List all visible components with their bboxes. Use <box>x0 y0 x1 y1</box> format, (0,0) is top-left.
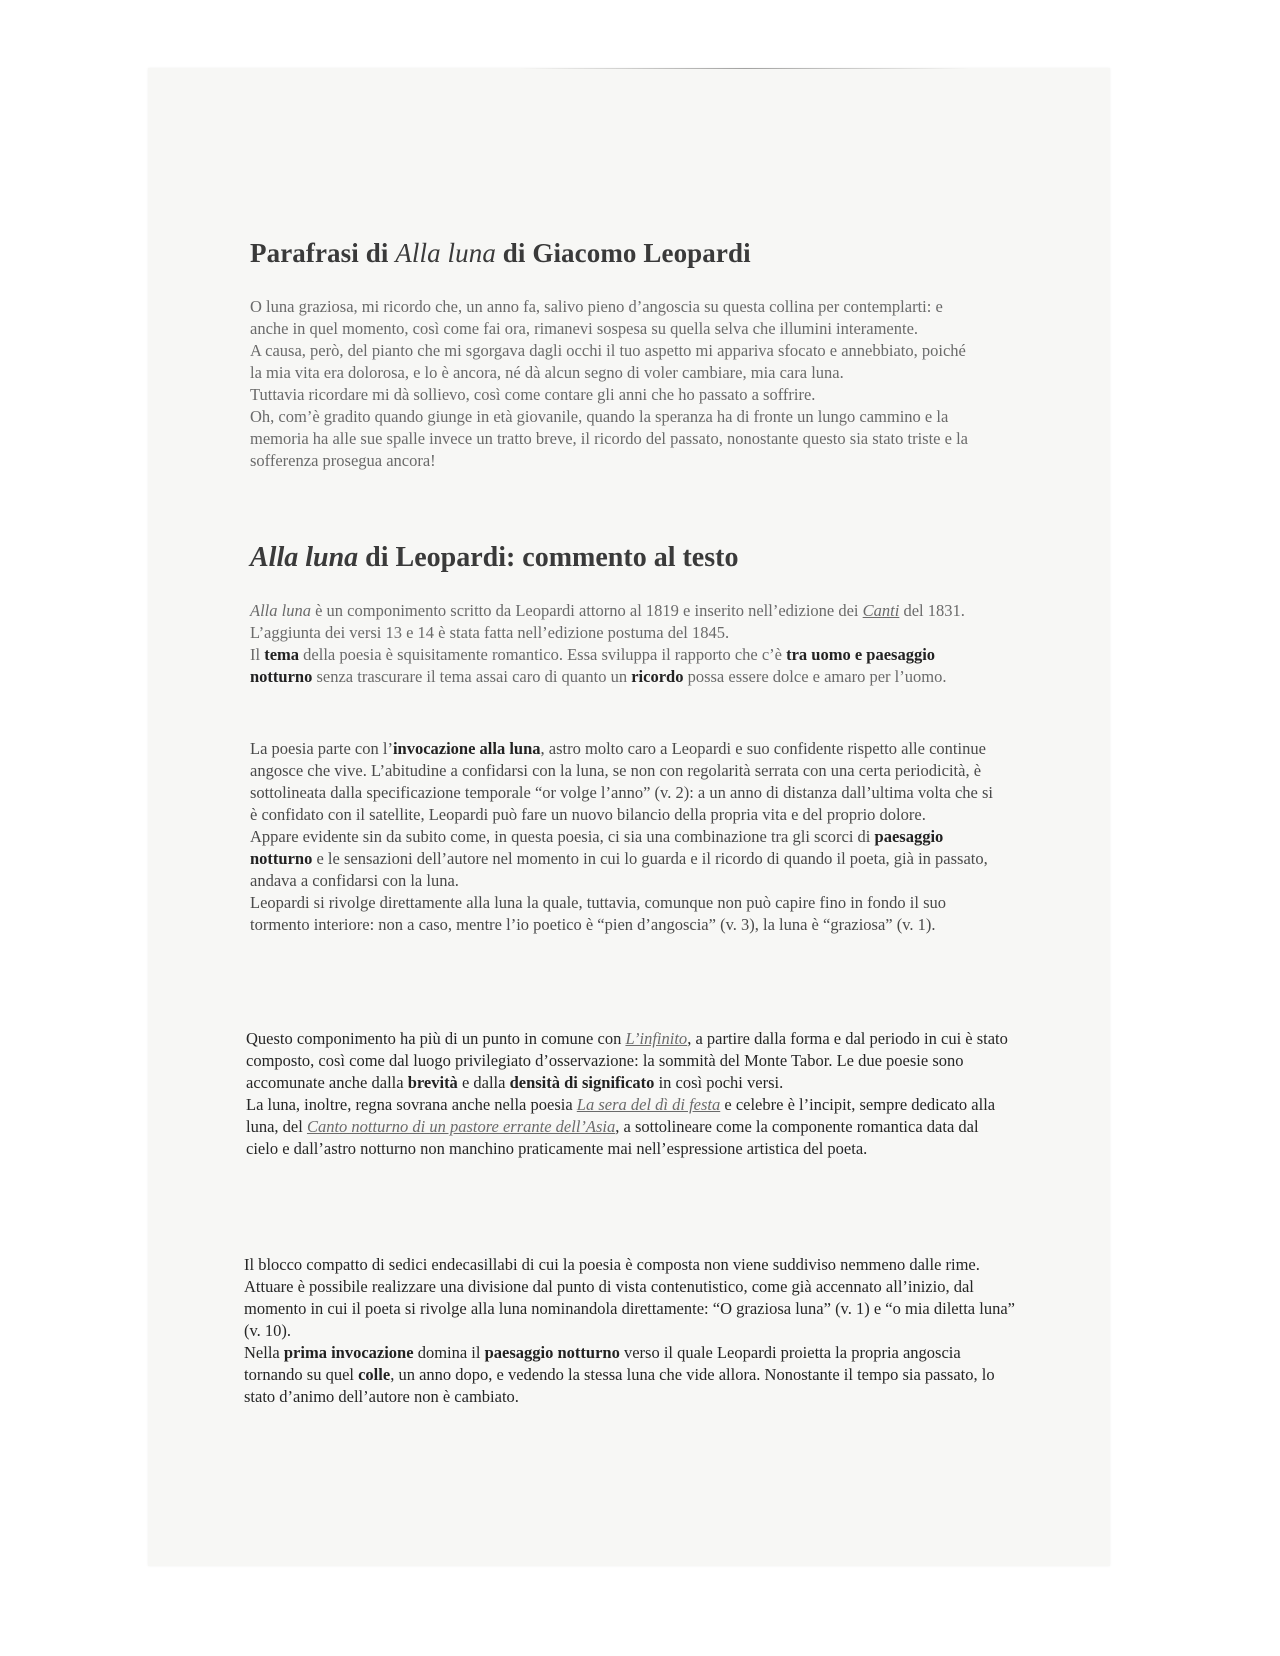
parafrasi-section <box>250 296 970 472</box>
parafrasi-paragraph: O luna graziosa, mi ricordo che, un anno fa, salivo pieno d’angoscia su questa collina per contemplarti: e anche in quel momento, così come fai ora, rimanevi sospesa su quella selva che illumini interamente. <box>250 297 943 338</box>
commento-paragraph <box>244 1342 1019 1408</box>
commento-section-2 <box>250 738 995 936</box>
bold-term: brevità <box>407 1073 458 1092</box>
text-span: La poesia parte con l’ <box>250 739 393 758</box>
heading1-italic: Alla luna <box>395 238 496 268</box>
link-canti[interactable]: Canti <box>862 601 900 620</box>
commento-paragraph <box>246 1094 1011 1160</box>
heading1-post: di Giacomo Leopardi <box>495 238 751 268</box>
poem-title-italic: Alla luna <box>250 601 311 620</box>
text-span: del 1831. L’aggiunta dei versi 13 e 14 è stata fatta nell’edizione postuma del 1845. <box>250 601 965 642</box>
link-infinito[interactable]: L’infinito <box>625 1029 688 1048</box>
bold-term: ricordo <box>631 667 684 686</box>
heading-parafrasi <box>250 238 1050 269</box>
text-span: e celebre è l’incipit, sempre dedicato alla luna, del <box>246 1095 996 1136</box>
bold-term: paesaggio notturno <box>250 827 944 868</box>
bold-term: densità di significato <box>509 1073 655 1092</box>
heading-commento-block <box>250 542 1050 574</box>
commento-paragraph <box>250 738 995 826</box>
text-span: Nella <box>244 1343 284 1362</box>
text-span: , un anno dopo, e vedendo la stessa luna che vide allora. Nonostante il tempo sia passato, lo stato d’animo dell’autore non è cambiato. <box>244 1365 995 1406</box>
commento-section-3 <box>246 1028 1011 1160</box>
bold-term: tema <box>264 645 300 664</box>
text-span: è un componimento scritto da Leopardi attorno al 1819 e inserito nell’edizione dei <box>310 601 863 620</box>
commento-paragraph <box>250 600 980 644</box>
text-span: Il <box>250 645 265 664</box>
text-span: e dalla <box>457 1073 510 1092</box>
commento-section-1 <box>250 600 980 688</box>
link-canto-notturno[interactable]: Canto notturno di un pastore errante dell’Asia <box>306 1117 616 1136</box>
bold-term: prima invocazione <box>283 1343 414 1362</box>
text-span: verso il quale Leopardi proietta la propria angoscia tornando su quel <box>244 1343 961 1384</box>
text-span: della poesia è squisitamente romantico. Essa sviluppa il rapporto che c’è <box>299 645 787 664</box>
bold-term: colle <box>358 1365 391 1384</box>
text-span: Appare evidente sin da subito come, in questa poesia, ci sia una combinazione tra gli scorci di <box>250 827 875 846</box>
text-span: La luna, inoltre, regna sovrana anche nella poesia <box>246 1095 577 1114</box>
text-span: , a sottolineare come la componente romantica data dal cielo e dall’astro notturno non manchino praticamente mai nell’espressione artistica del poeta. <box>246 1117 979 1158</box>
heading1-pre: Parafrasi di <box>250 238 396 268</box>
heading-parafrasi-block <box>250 238 1050 269</box>
bold-term: invocazione alla luna <box>392 739 541 758</box>
text-span: , astro molto caro a Leopardi e suo confidente rispetto alle continue angosce che vive. L’abitudine a confidarsi con la luna, se non con regolarità serrata con una certa periodicità, è sottolineata dalla specificazione temporale “or volge l’anno” (v. 2): a un anno di distanza dall’ultima volta che si è confidato con il satellite, Leopardi può fare un nuovo bilancio della propria vita e del proprio dolore. <box>250 739 993 824</box>
heading-commento <box>250 542 1050 574</box>
commento-paragraph: Il blocco compatto di sedici endecasillabi di cui la poesia è composta non viene suddiviso nemmeno dalle rime. Attuare è possibile realizzare una divisione dal punto di vista contenutistico, come già accennato all’inizio, dal momento in cui il poeta si rivolge alla luna nominandola direttamente: “O graziosa luna” (v. 1) e “o mia diletta luna” (v. 10). <box>244 1255 1015 1340</box>
parafrasi-paragraph: Oh, com’è gradito quando giunge in età giovanile, quando la speranza ha di fronte un lungo cammino e la memoria ha alle sue spalle invece un tratto breve, il ricordo del passato, nonostante questo sia stato triste e la sofferenza prosegua ancora! <box>250 407 968 470</box>
text-span: possa essere dolce e amaro per l’uomo. <box>683 667 947 686</box>
text-span: domina il <box>413 1343 485 1362</box>
commento-paragraph: Leopardi si rivolge direttamente alla luna la quale, tuttavia, comunque non può capire fino in fondo il suo tormento interiore: non a caso, mentre l’io poetico è “pien d’angoscia” (v. 3), la luna è “graziosa” (v. 1). <box>250 893 947 934</box>
text-span: , a partire dalla forma e dal periodo in cui è stato composto, così come dal luogo privilegiato d’osservazione: la sommità del Monte Tabor. Le due poesie sono accomunate anche dalla <box>246 1029 1008 1092</box>
commento-paragraph <box>246 1028 1011 1094</box>
heading2-post: di Leopardi: commento al testo <box>358 542 739 573</box>
bold-term: paesaggio notturno <box>484 1343 620 1362</box>
parafrasi-paragraph: A causa, però, del pianto che mi sgorgava dagli occhi il tuo aspetto mi appariva sfocato e annebbiato, poiché la mia vita era dolorosa, e lo è ancora, né dà alcun segno di voler cambiare, mia cara luna. <box>250 341 966 382</box>
text-span: e le sensazioni dell’autore nel momento in cui lo guarda e il ricordo di quando il poeta, già in passato, andava a confidarsi con la luna. <box>250 849 988 890</box>
commento-paragraph <box>250 644 980 688</box>
text-span: senza trascurare il tema assai caro di quanto un <box>312 667 632 686</box>
text-span: Questo componimento ha più di un punto in comune con <box>246 1029 626 1048</box>
link-sera-festa[interactable]: La sera del dì di festa <box>576 1095 721 1114</box>
text-span: in così pochi versi. <box>654 1073 784 1092</box>
heading2-italic: Alla luna <box>250 542 359 573</box>
parafrasi-paragraph: Tuttavia ricordare mi dà sollievo, così come contare gli anni che ho passato a soffrire. <box>250 385 816 404</box>
commento-section-4 <box>244 1254 1019 1408</box>
top-rule <box>520 68 970 69</box>
commento-paragraph <box>250 826 995 892</box>
bold-term: tra uomo e paesaggio notturno <box>250 645 936 686</box>
